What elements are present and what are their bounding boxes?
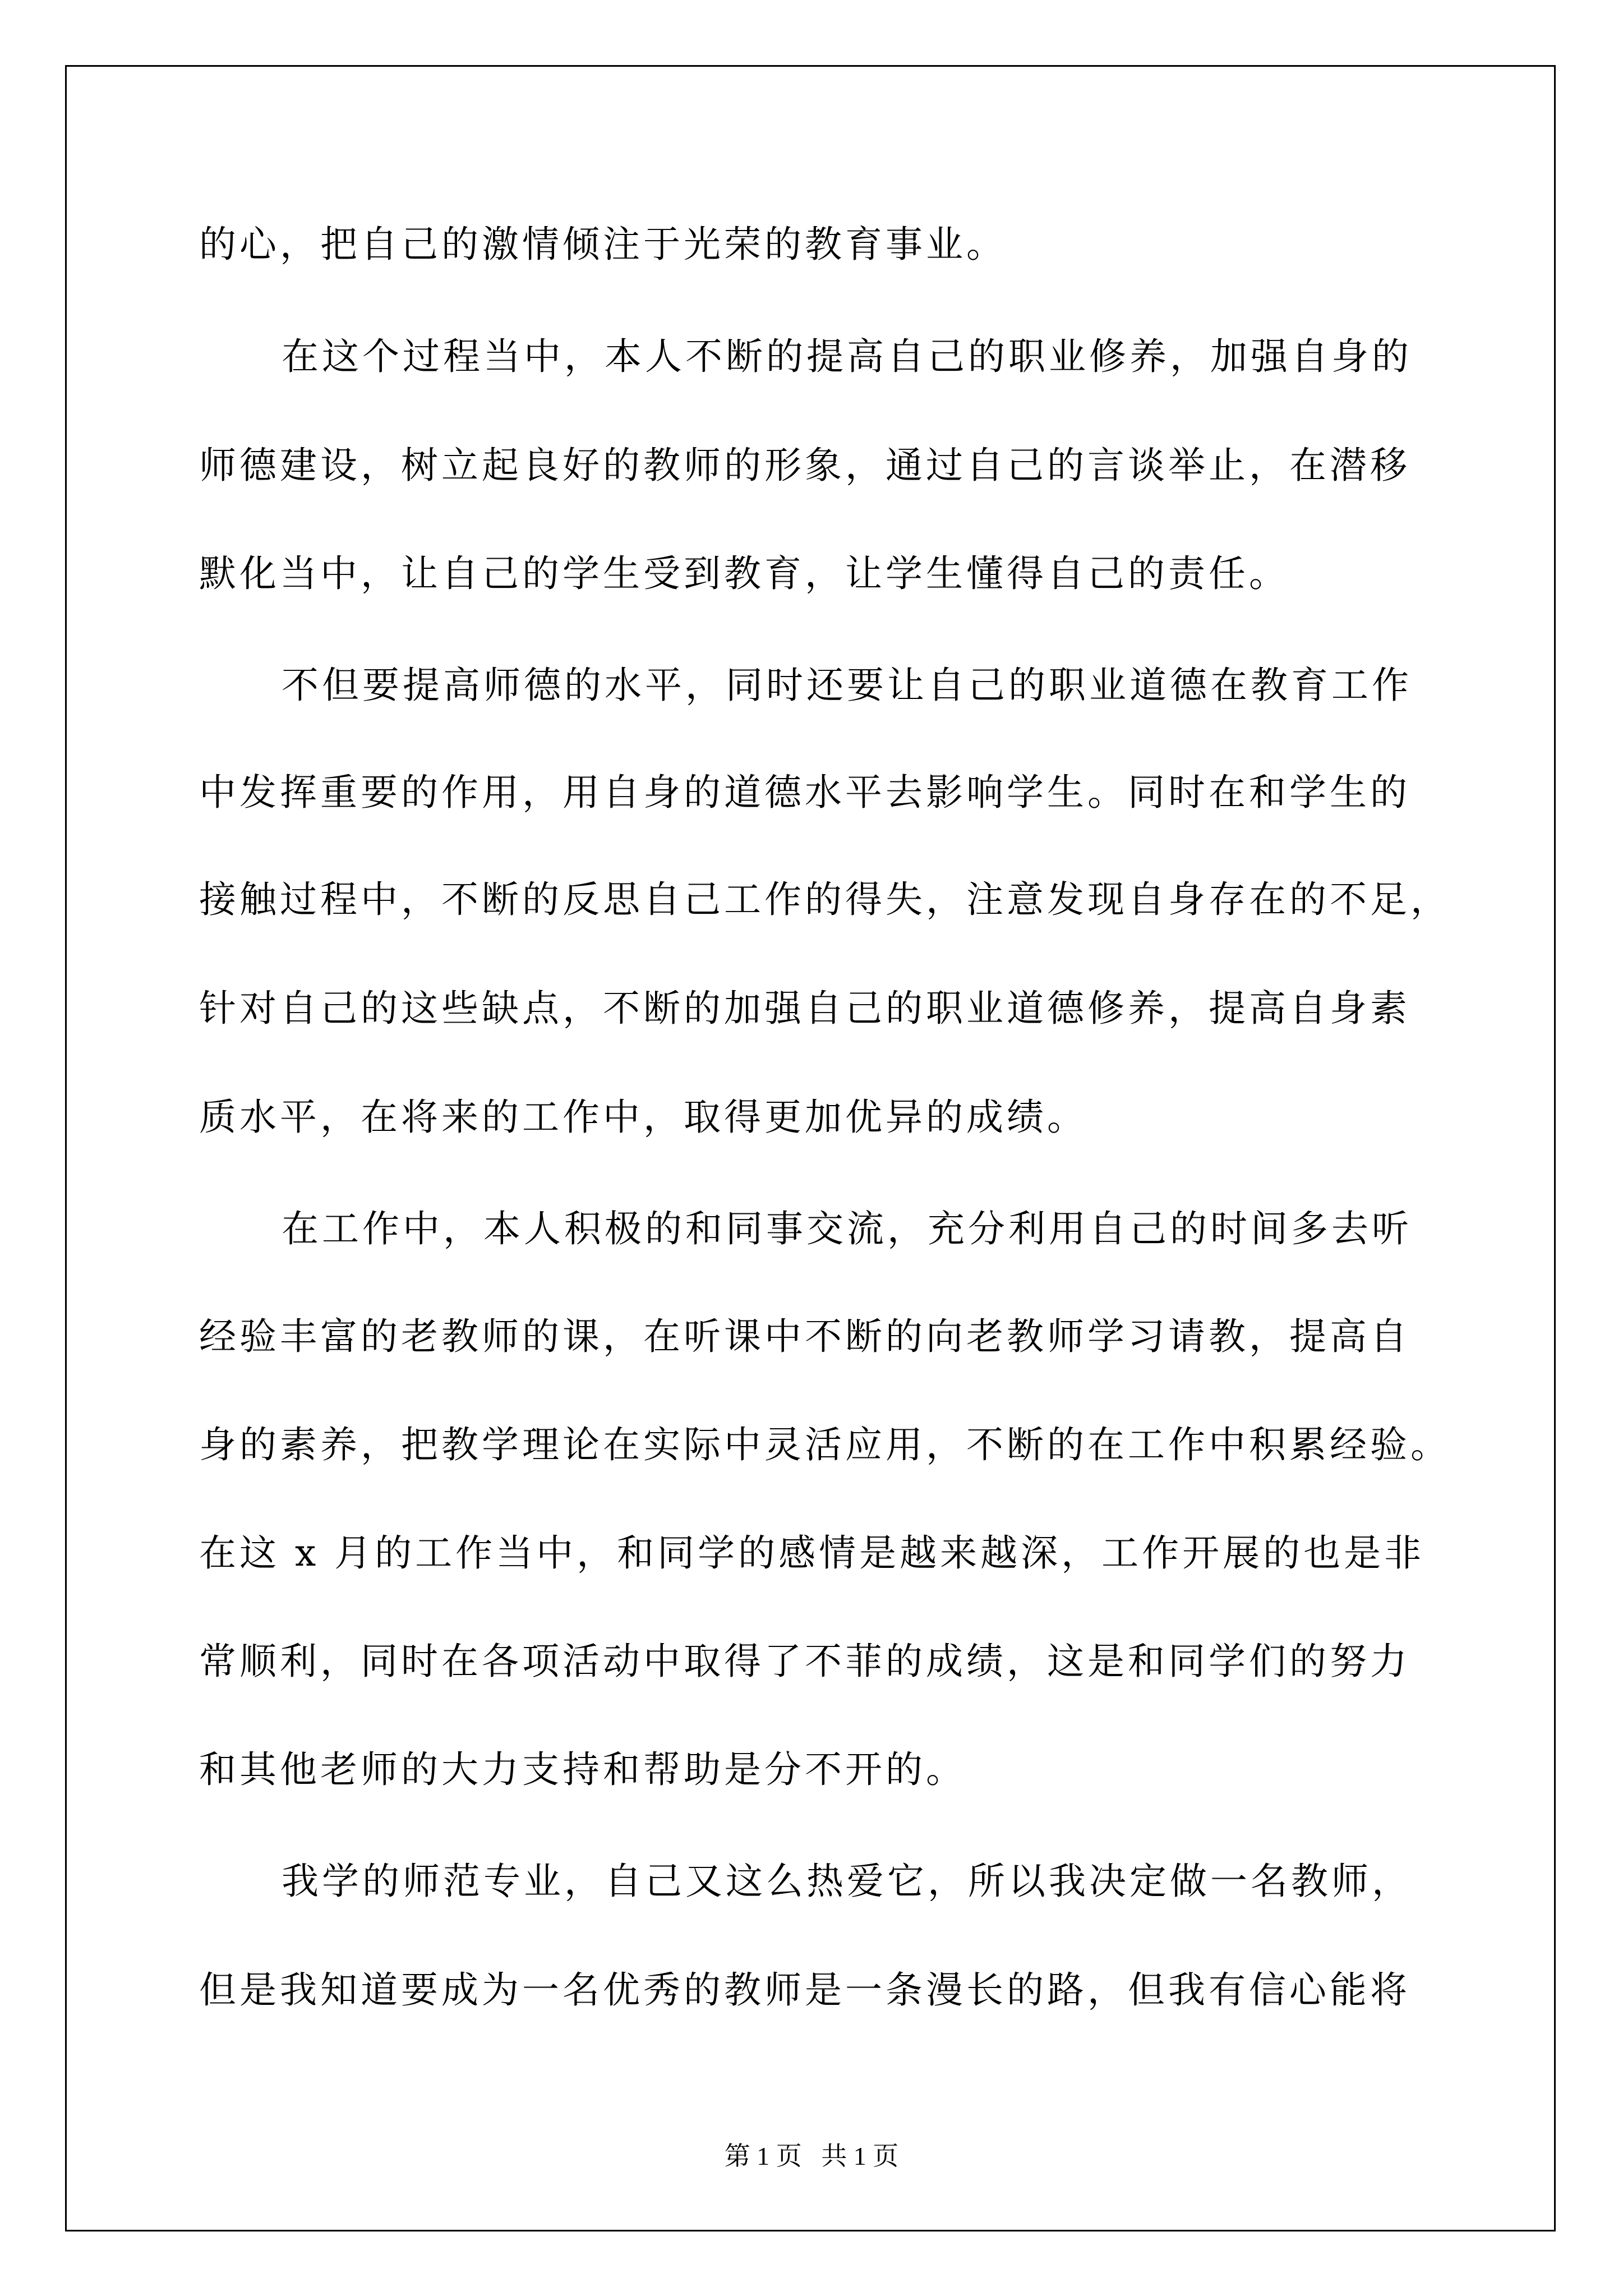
text-line: 在工作中，本人积极的和同事交流，充分利用自己的时间多去听 bbox=[282, 1207, 1412, 1250]
text-line: 经验丰富的老教师的课，在听课中不断的向老教师学习请教，提高自 bbox=[199, 1315, 1410, 1358]
text-line: 接触过程中，不断的反思自己工作的得失，注意发现自身存在的不足， bbox=[199, 878, 1451, 921]
text-line: 默化当中，让自己的学生受到教育，让学生懂得自己的责任。 bbox=[199, 552, 1289, 595]
text-line: 中发挥重要的作用，用自身的道德水平去影响学生。同时在和学生的 bbox=[199, 771, 1410, 814]
text-line: 师德建设，树立起良好的教师的形象，通过自己的言谈举止，在潜移 bbox=[199, 444, 1410, 487]
text-line: 针对自己的这些缺点，不断的加强自己的职业道德修养，提高自身素 bbox=[199, 987, 1410, 1030]
text-line: 但是我知道要成为一名优秀的教师是一条漫长的路，但我有信心能将 bbox=[199, 1968, 1410, 2012]
text-line: 的心，把自己的激情倾注于光荣的教育事业。 bbox=[199, 223, 1007, 266]
text-line: 不但要提高师德的水平，同时还要让自己的职业道德在教育工作 bbox=[282, 664, 1412, 707]
text-line: 在这个过程当中，本人不断的提高自己的职业修养，加强自身的 bbox=[282, 335, 1412, 378]
text-line: 常顺利，同时在各项活动中取得了不菲的成绩，这是和同学们的努力 bbox=[199, 1640, 1410, 1683]
text-line: 身的素养，把教学理论在实际中灵活应用，不断的在工作中积累经验。 bbox=[199, 1423, 1451, 1466]
page-number-footer: 第 1 页 共 1 页 bbox=[724, 2142, 899, 2170]
text-line: 我学的师范专业，自己又这么热爱它，所以我决定做一名教师， bbox=[282, 1860, 1412, 1903]
text-line: 和其他老师的大力支持和帮助是分不开的。 bbox=[199, 1748, 966, 1791]
text-line: 在这 x 月的工作当中，和同学的感情是越来越深，工作开展的也是非 bbox=[199, 1531, 1425, 1575]
page-border bbox=[65, 65, 1556, 2231]
text-line: 质水平，在将来的工作中，取得更加优异的成绩。 bbox=[199, 1096, 1087, 1139]
